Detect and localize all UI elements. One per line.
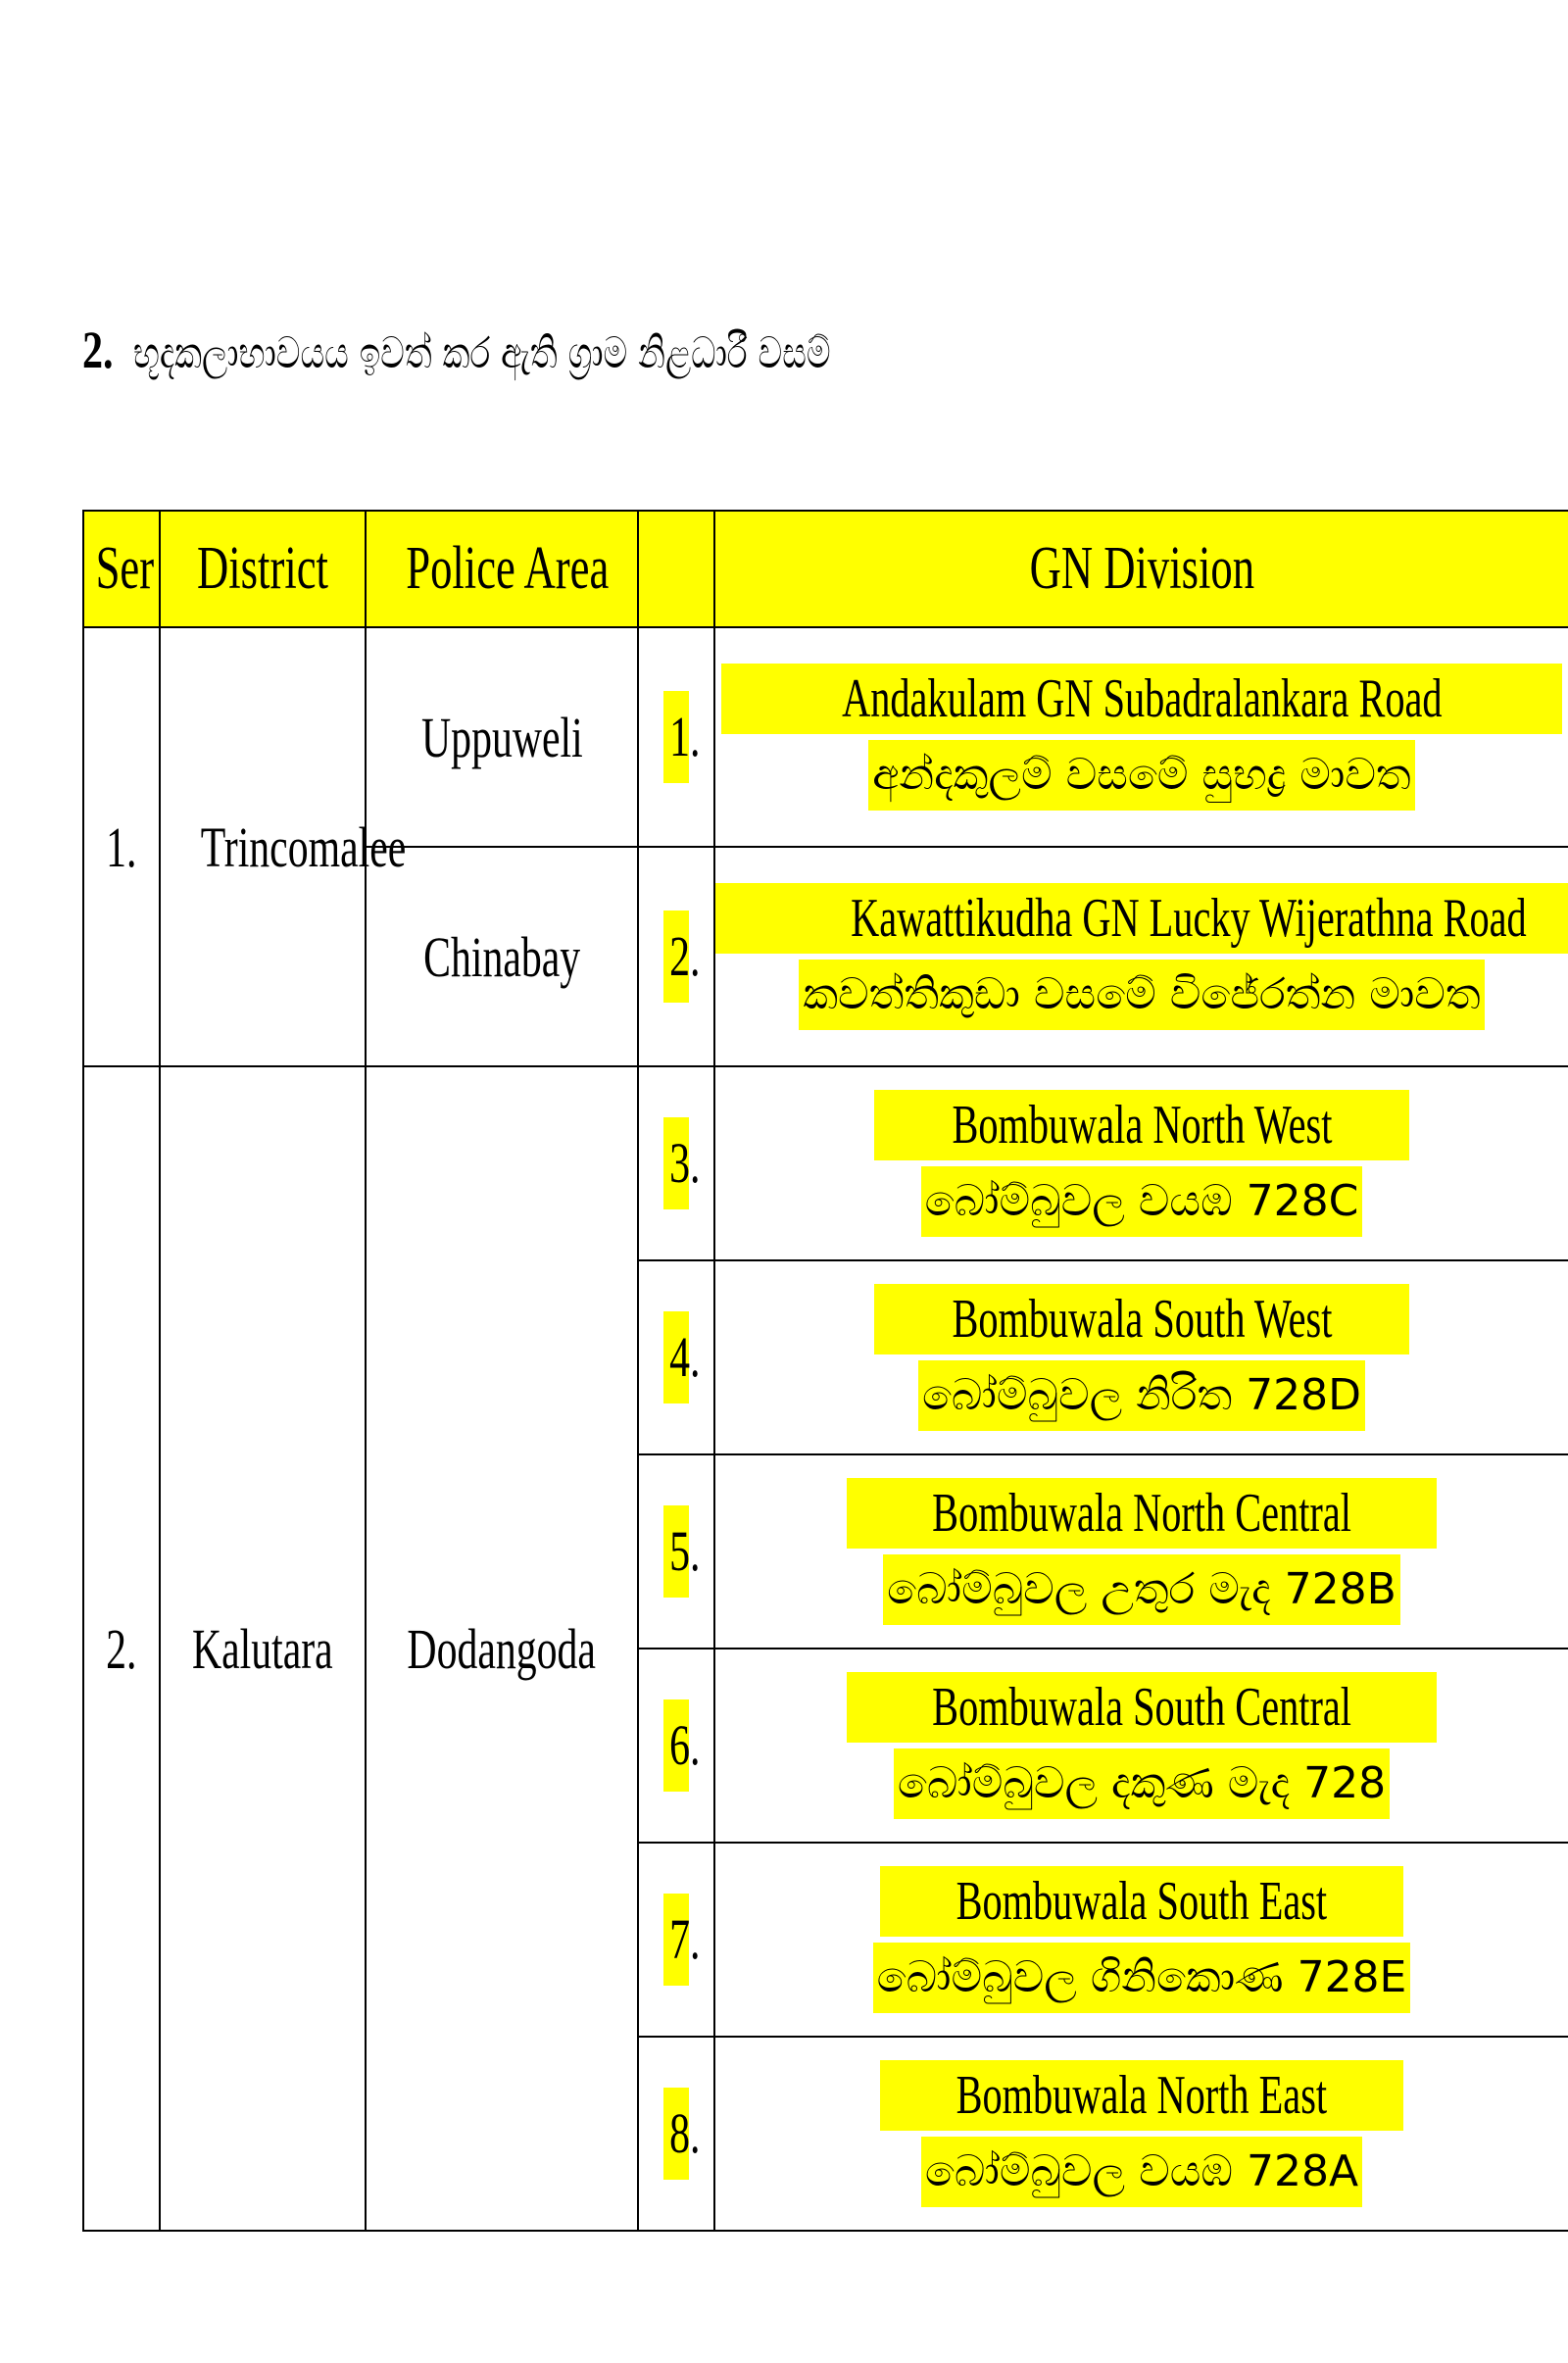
gn-division-cell — [714, 1649, 1568, 1843]
heading-number: 2. — [82, 320, 114, 379]
police-area-cell: Chinabay — [366, 847, 638, 1066]
gn-name-sinhala: බෝම්බුවල වයඹ 728C — [921, 1166, 1363, 1237]
row-number-cell: 6. — [638, 1649, 714, 1843]
gn-name-english: Bombuwala North Central — [932, 1483, 1351, 1544]
table-row — [83, 1066, 1568, 1260]
row-number-cell: 4. — [638, 1260, 714, 1454]
gn-name-english: Andakulam GN Subadralankara Road — [841, 668, 1443, 729]
gn-name-english: Bombuwala South West — [951, 1289, 1332, 1350]
gn-name-sinhala: අන්දකුලම් වසමේ සුභද්‍ර මාවත — [868, 740, 1414, 811]
gn-name-english: Bombuwala South East — [956, 1871, 1328, 1932]
heading-text: භූදකලාභාවයය ඉවත් කර ඇති ග්‍රාම නිළධාරී වසම් — [132, 328, 831, 378]
gn-name-sinhala: බෝම්බුවල ගිනිකොණ 728E — [873, 1943, 1411, 2013]
gn-name-sinhala: බෝම්බුවල වයඹ 728A — [921, 2137, 1362, 2207]
gn-name-english: Bombuwala North East — [956, 2065, 1328, 2126]
gn-division-cell — [714, 847, 1568, 1066]
row-number-cell: 3. — [638, 1066, 714, 1260]
gn-division-cell — [714, 1843, 1568, 2037]
gn-division-cell — [714, 1066, 1568, 1260]
gn-name-sinhala: බෝම්බුවල දකුණ මැද 728 — [894, 1748, 1390, 1819]
gn-division-cell — [714, 1454, 1568, 1649]
row-number-cell: 5. — [638, 1454, 714, 1649]
district-cell: Trincomalee — [160, 627, 366, 1066]
row-number-cell: 1. — [638, 627, 714, 847]
police-area-cell: Dodangoda — [366, 1066, 638, 2231]
gn-name-english: Bombuwala South Central — [932, 1677, 1351, 1738]
header-gn-division: GN Division — [714, 511, 1568, 627]
page-heading — [82, 316, 831, 388]
district-cell: Kalutara — [160, 1066, 366, 2231]
header-number — [638, 511, 714, 627]
ser-cell: 2. — [83, 1066, 160, 2231]
police-area-cell: Uppuweli — [366, 627, 638, 847]
gn-name-sinhala: බෝම්බුවල උතුර මැද 728B — [883, 1554, 1400, 1625]
row-number-cell: 2. — [638, 847, 714, 1066]
gn-name-sinhala: කවත්තිකුඩා වසමේ විජේරත්න මාවත — [799, 960, 1484, 1030]
ser-cell: 1. — [83, 627, 160, 1066]
row-number-cell: 8. — [638, 2037, 714, 2231]
header-ser: Ser — [83, 511, 160, 627]
header-district: District — [160, 511, 366, 627]
gn-name-sinhala: බෝම්බුවල නිරිත 728D — [918, 1360, 1365, 1431]
row-number-cell: 7. — [638, 1843, 714, 2037]
header-police-area: Police Area — [366, 511, 638, 627]
gn-division-cell — [714, 1260, 1568, 1454]
table-header-row — [83, 511, 1568, 627]
table-row — [83, 627, 1568, 847]
gn-division-table — [82, 510, 1568, 2232]
gn-name-english: Bombuwala North West — [952, 1095, 1332, 1156]
gn-division-cell — [714, 627, 1568, 847]
gn-division-cell — [714, 2037, 1568, 2231]
gn-name-english: Kawattikudha GN Lucky Wijerathna Road — [851, 888, 1527, 949]
